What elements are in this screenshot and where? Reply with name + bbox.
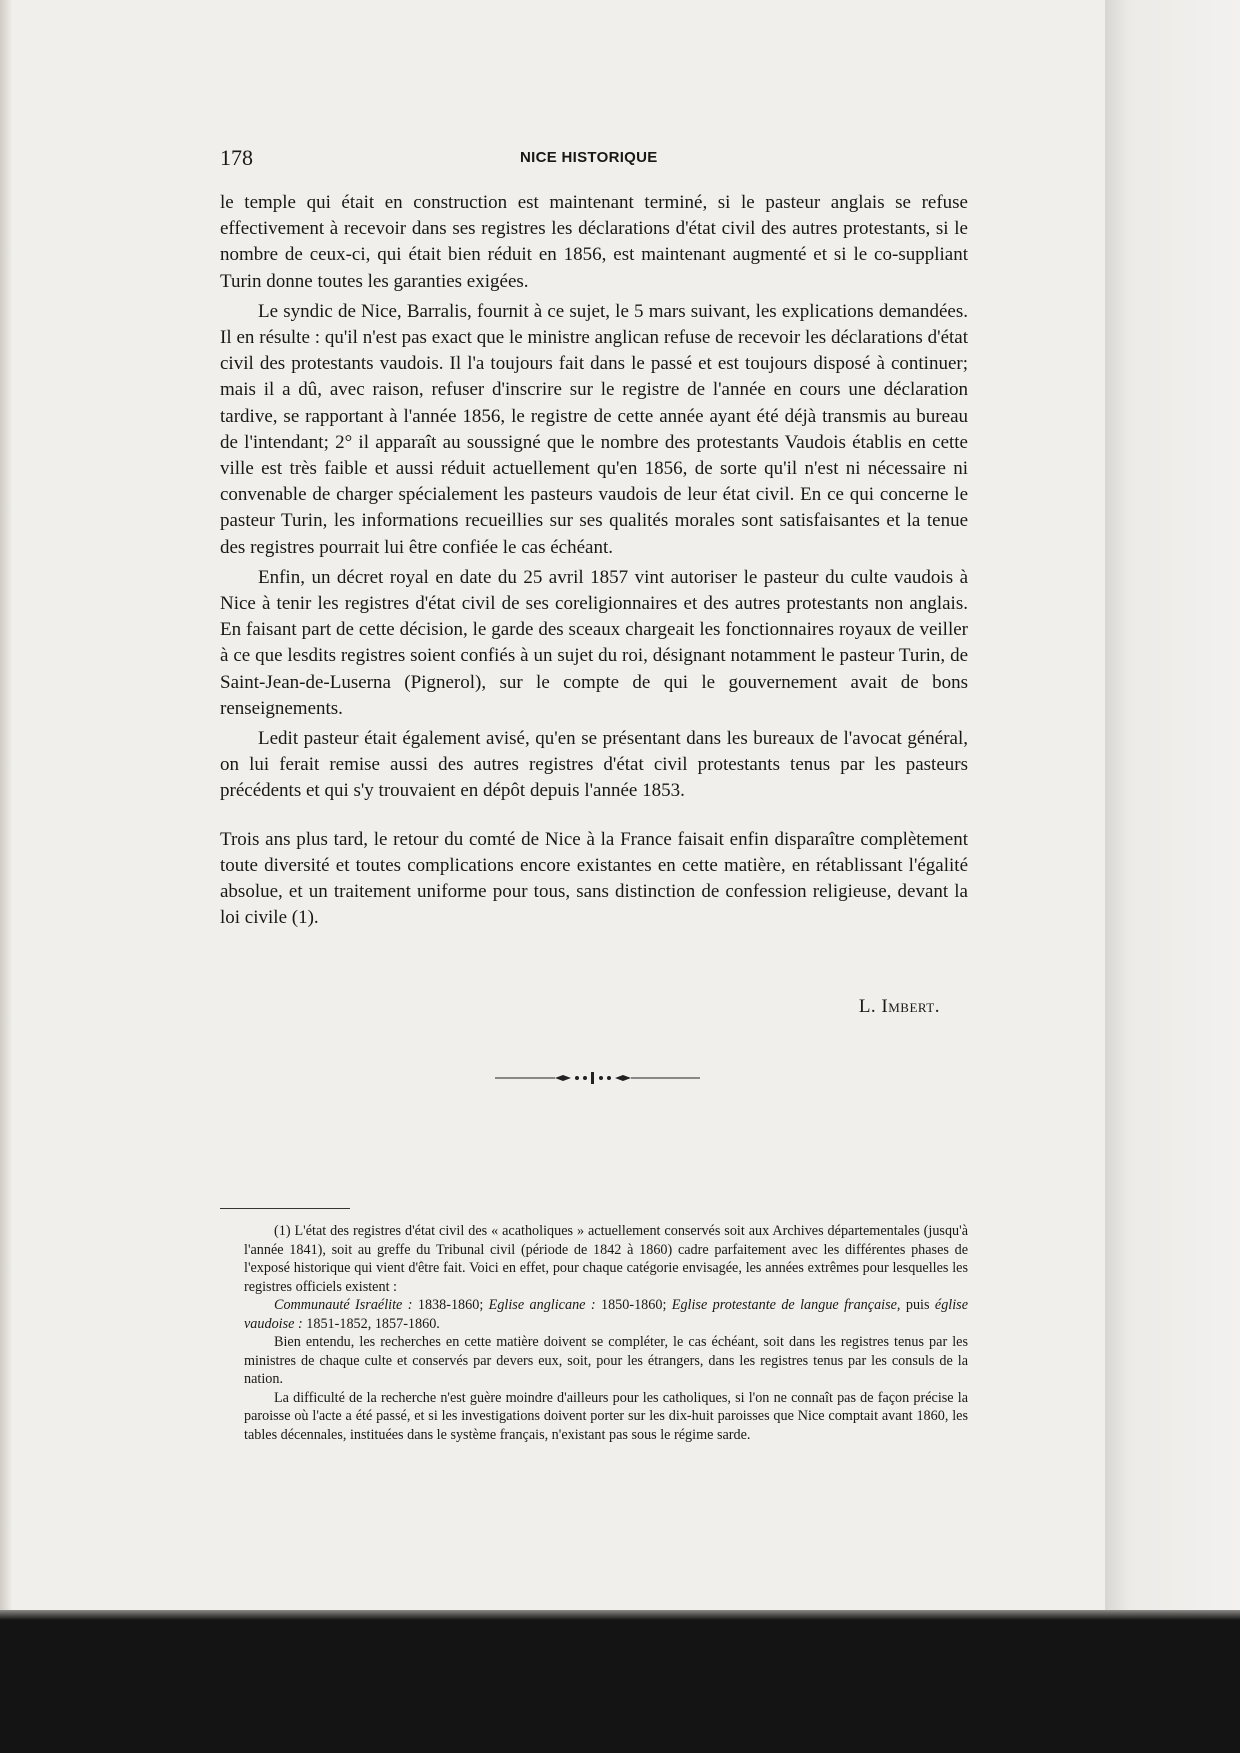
page-number: 178 xyxy=(220,145,253,170)
footnote-1-paragraph-3: La difficulté de la recherche n'est guère moindre d'ailleurs pour les catholiques, si l'on ne connaît pas de façon précise la paroisse où l'acte a été passé, et si les investigations doivent porter sur les dix-huit paroisses que Nice comptait avant 1860, les tables décennales, instituées dans le système français, n'existant pas sous le régime sarde. xyxy=(244,1389,968,1443)
scanner-background xyxy=(0,1610,1240,1753)
footnote-list-label: Communauté Israélite : xyxy=(274,1297,413,1313)
facing-page-edge xyxy=(1105,0,1240,1610)
footnote-list-label: Eglise protestante de langue française, xyxy=(671,1297,901,1313)
footnote-list-label: Eglise anglicane : xyxy=(488,1297,596,1313)
author-signature: L. Imbert. xyxy=(858,996,940,1017)
paragraph-2: Le syndic de Nice, Barralis, fournit à ce sujet, le 5 mars suivant, les explications demandées. Il en résulte : qu'il n'est pas exact que le ministre anglican refuse de recevoir les déclarations d'état civil des protestants vaudois. Il l'a toujours fait dans le passé et est toujours disposé à continuer; mais il a dû, avec raison, refuser d'inscrire sur le registre de l'année en cours une déclaration tardive, se rapportant à l'année 1856, le registre de cette année ayant été déjà transmis au bureau de l'intendant; 2° il apparaît au soussigné que le nombre des protestants Vaudois établis en cette ville est très faible et aussi réduit actuellement qu'en 1856, de sorte qu'il n'est ni nécessaire ni convenable de charger spécialement les pasteurs vaudois de leur état civil. En ce qui concerne le pasteur Turin, les informations recueillies sur ses qualités morales sont satisfaisantes et la tenue des registres pourrait lui être confiée le cas échéant. xyxy=(220,300,968,558)
footnote-separator xyxy=(220,1208,350,1209)
footnote-1-paragraph-2: Bien entendu, les recherches en cette matière doivent se compléter, le cas échéant, soit dans les registres tenus par les ministres de chaque culte et conservés par devers eux, soit, pour les étrangers, dans les registres tenus par les consuls de la nation. xyxy=(244,1334,968,1387)
paragraph-5: Trois ans plus tard, le retour du comté de Nice à la France faisait enfin disparaître complètement toute diversité et toutes complications encore existantes en cette matière, en rétablissant l'égalité absolue, et un traitement uniforme pour tous, sans distinction de confession religieuse, devant la loi civile (1). xyxy=(220,828,968,929)
body-text xyxy=(220,190,968,931)
footnote-list-value: 1850-1860; xyxy=(595,1297,672,1313)
fleuron-ornament xyxy=(495,1068,700,1088)
paragraph-4: Ledit pasteur était également avisé, qu'en se présentant dans les bureaux de l'avocat général, on lui ferait remise aussi des autres registres d'état civil protestants tenus par les pasteurs précédents et qui s'y trouvaient en dépôt depuis l'année 1853. xyxy=(220,728,968,802)
footnote-list-label: église vaudoise : xyxy=(244,1297,968,1332)
paragraph-3: Enfin, un décret royal en date du 25 avril 1857 vint autoriser le pasteur du culte vaudois à Nice à tenir les registres d'état civil de ses coreligionnaires et des autres protestants non anglais. En faisant part de cette décision, le garde des sceaux chargeait les fonctionnaires royaux de veiller à ce que lesdits registres soient confiés à un sujet du roi, désignant notamment le pasteur Turin, de Saint-Jean-de-Luserna (Pignerol), sur le compte de qui le gouvernement avait de bons renseignements. xyxy=(220,566,968,719)
page-header xyxy=(220,145,900,175)
paragraph-1: le temple qui était en construction est maintenant terminé, si le pasteur anglais se refuse effectivement à recevoir dans ses registres les déclarations d'état civil des autres protestants, si le nombre de ceux-ci, qui était bien réduit en 1856, est maintenant augmenté et si le co-suppliant Turin donne toutes les garanties exigées. xyxy=(220,192,968,292)
page-left-edge xyxy=(0,0,12,1610)
footnote-1-list xyxy=(244,1296,968,1333)
footnotes xyxy=(244,1222,968,1444)
footnote-list-value: 1851-1852, 1857-1860. xyxy=(302,1315,440,1332)
footnote-1-intro: (1) L'état des registres d'état civil des « acatholiques » actuellement conservés soit aux Archives départementales (jusqu'à l'année 1841), soit au greffe du Tribunal civil (période de 1842 à 1860) cadre parfaitement avec les différentes phases de l'exposé historique qui vient d'être fait. Voici en effet, pour chaque catégorie envisagée, les années extrêmes pour lesquelles les registres officiels existent : xyxy=(244,1223,968,1295)
running-title: NICE HISTORIQUE xyxy=(520,149,658,166)
footnote-list-value: puis xyxy=(900,1297,935,1313)
footnote-list-value: 1838-1860; xyxy=(412,1297,489,1313)
